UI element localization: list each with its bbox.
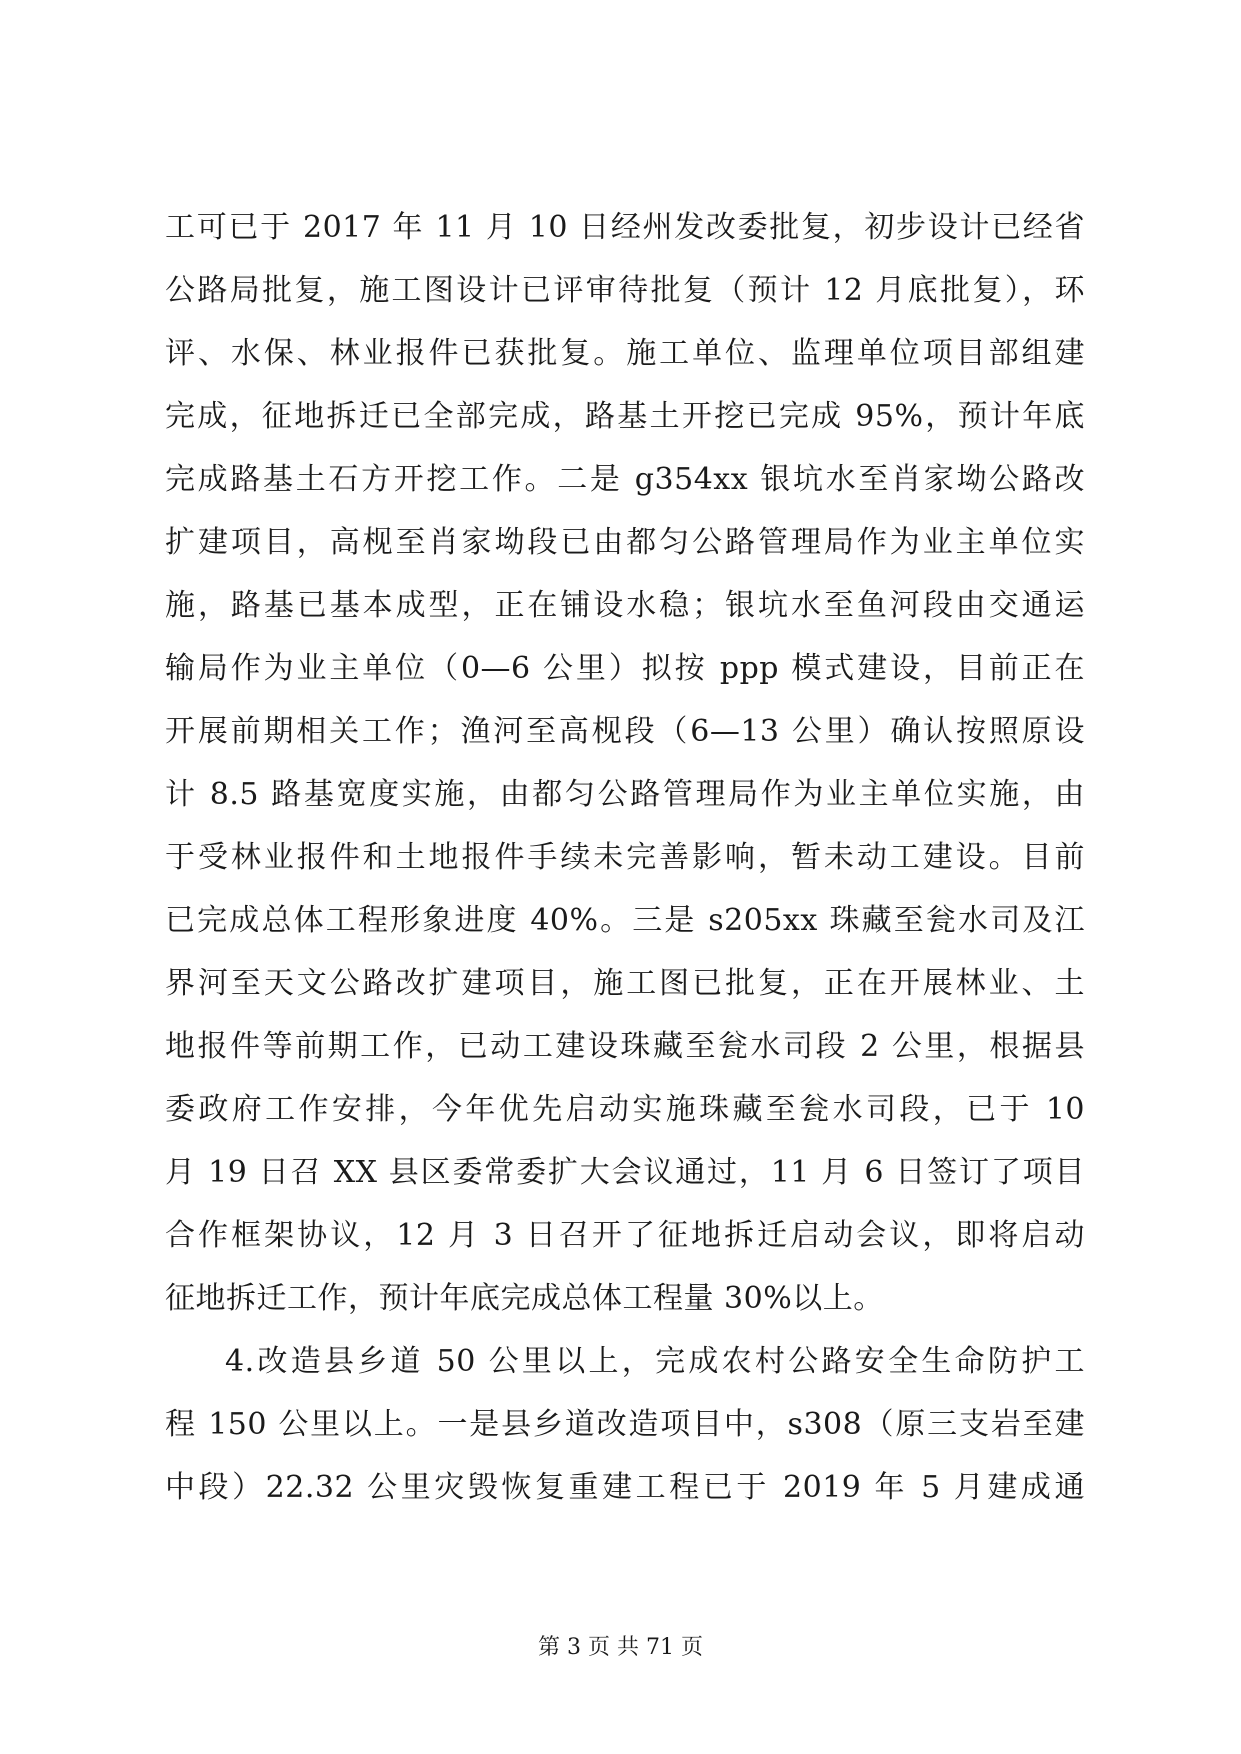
paragraph-1-line-13: 界河至天文公路改扩建项目，施工图已批复，正在开展林业、土 <box>165 966 1085 1001</box>
paragraph-1-line-17: 合作框架协议，12 月 3 日召开了征地拆迁启动会议，即将启动 <box>165 1218 1085 1253</box>
paragraph-1-line-1: 工可已于 2017 年 11 月 10 日经州发改委批复，初步设计已经省 <box>165 210 1085 245</box>
paragraph-1-line-3: 评、水保、林业报件已获批复。施工单位、监理单位项目部组建 <box>165 336 1085 371</box>
paragraph-1-line-12: 已完成总体工程形象进度 40%。三是 s205xx 珠藏至瓮水司及江 <box>165 903 1085 938</box>
paragraph-1-line-15: 委政府工作安排，今年优先启动实施珠藏至瓮水司段，已于 10 <box>165 1092 1085 1127</box>
paragraph-2-line-2: 程 150 公里以上。一是县乡道改造项目中，s308（原三支岩至建 <box>165 1407 1085 1442</box>
paragraph-2-line-3: 中段）22.32 公里灾毁恢复重建工程已于 2019 年 5 月建成通 <box>165 1470 1085 1505</box>
paragraph-1-line-9: 开展前期相关工作；渔河至高枧段（6—13 公里）确认按照原设 <box>165 714 1085 749</box>
paragraph-1-line-18: 征地拆迁工作，预计年底完成总体工程量 30%以上。 <box>165 1281 884 1316</box>
paragraph-2-line-1: 4.改造县乡道 50 公里以上，完成农村公路安全生命防护工 <box>225 1344 1085 1379</box>
paragraph-1-line-7: 施，路基已基本成型，正在铺设水稳；银坑水至鱼河段由交通运 <box>165 588 1085 623</box>
paragraph-1-line-16: 月 19 日召 XX 县区委常委扩大会议通过，11 月 6 日签订了项目 <box>165 1155 1085 1190</box>
paragraph-1-line-14: 地报件等前期工作，已动工建设珠藏至瓮水司段 2 公里，根据县 <box>165 1029 1085 1064</box>
paragraph-1-line-4: 完成，征地拆迁已全部完成，路基土开挖已完成 95%，预计年底 <box>165 399 1085 434</box>
paragraph-1-line-2: 公路局批复，施工图设计已评审待批复（预计 12 月底批复），环 <box>165 273 1085 308</box>
paragraph-1-line-8: 输局作为业主单位（0—6 公里）拟按 ppp 模式建设，目前正在 <box>165 651 1085 686</box>
paragraph-1-line-5: 完成路基土石方开挖工作。二是 g354xx 银坑水至肖家坳公路改 <box>165 462 1085 497</box>
paragraph-1-line-6: 扩建项目，高枧至肖家坳段已由都匀公路管理局作为业主单位实 <box>165 525 1085 560</box>
paragraph-1-line-10: 计 8.5 路基宽度实施，由都匀公路管理局作为业主单位实施，由 <box>165 777 1085 812</box>
paragraph-1-line-11: 于受林业报件和土地报件手续未完善影响，暂未动工建设。目前 <box>165 840 1085 875</box>
page-number-footer: 第 3 页 共 71 页 <box>538 1635 703 1660</box>
